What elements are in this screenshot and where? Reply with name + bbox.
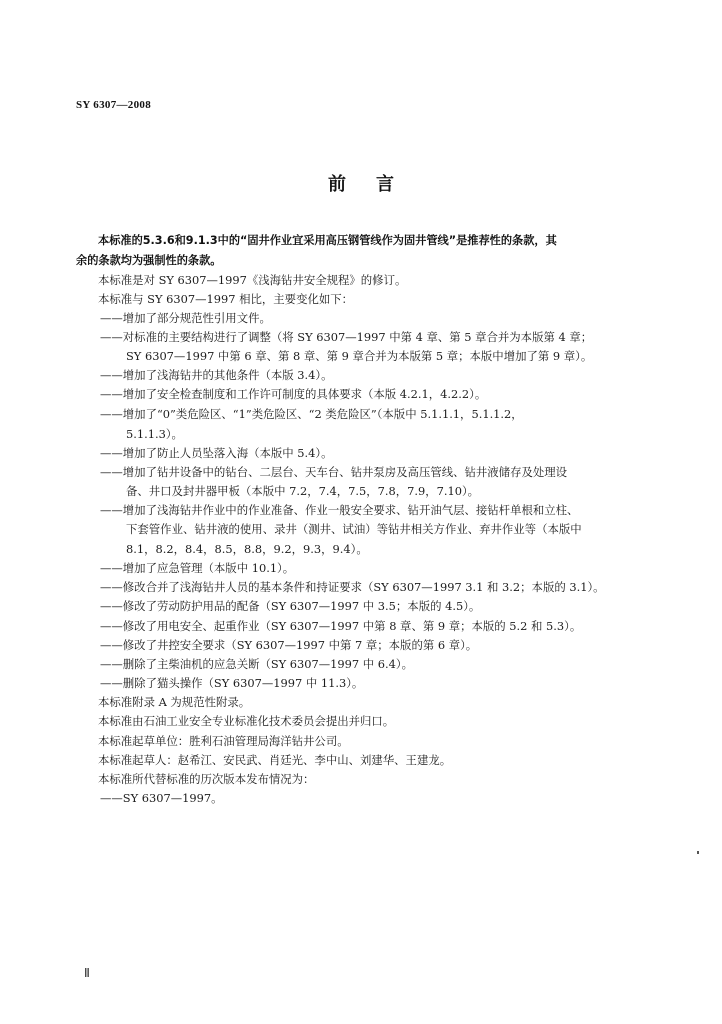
list-item-continuation: 5.1.1.3）。 [126, 427, 183, 441]
paragraph-line: 本标准的5.3.6和9.1.3中的“固井作业宜采用高压钢管线作为固井管线”是推荐性的条款，其 [98, 234, 557, 247]
page-title: 前言 [328, 174, 424, 195]
list-item: ——修改了井控安全要求（SY 6307—1997 中第 7 章；本版的第 6 章）。 [100, 638, 478, 652]
list-item-continuation: 8.1，8.2，8.4，8.5，8.8，9.2，9.3，9.4）。 [126, 542, 368, 556]
paragraph-line: 本标准起草单位：胜利石油管理局海洋钻井公司。 [98, 734, 349, 748]
paragraph-line: 本标准是对 SY 6307—1997《浅海钻井安全规程》的修订。 [98, 273, 407, 287]
list-item: ——删除了猫头操作（SY 6307—1997 中 11.3）。 [100, 676, 364, 690]
paragraph-line: 本标准由石油工业安全专业标准化技术委员会提出并归口。 [98, 714, 395, 728]
list-item: ——增加了部分规范性引用文件。 [100, 311, 271, 325]
paragraph-line: 本标准所代替标准的历次版本发布情况为： [98, 772, 315, 786]
paragraph-line: 本标准与 SY 6307—1997 相比，主要变化如下： [98, 292, 354, 306]
list-item: ——增加了钻井设备中的钻台、二层台、天车台、钻井泵房及高压管线、钻井液储存及处理设 [100, 465, 568, 479]
paragraph-line: 本标准附录 A 为规范性附录。 [98, 695, 251, 709]
list-item-continuation: SY 6307—1997 中第 6 章、第 8 章、第 9 章合并为本版第 5 章；本版中增加了第 9 章）。 [126, 349, 593, 363]
list-item: ——增加了应急管理（本版中 10.1）。 [100, 561, 295, 575]
page-number: Ⅱ [84, 966, 90, 980]
list-item: ——对标准的主要结构进行了调整（将 SY 6307—1997 中第 4 章、第 5 章合并为本版第 4 章； [100, 330, 593, 344]
list-item-continuation: 备、井口及封井器甲板（本版中 7.2，7.4，7.5，7.8，7.9，7.10）。 [126, 484, 480, 498]
list-item: ——修改合并了浅海钻井人员的基本条件和持证要求（SY 6307—1997 3.1 和 3.2；本版的 3.1）。 [100, 580, 605, 594]
list-item: ——增加了“0”类危险区、“1”类危险区、“2 类危险区”（本版中 5.1.1.1，5.1.1.2， [100, 407, 523, 421]
paragraph-line: 余的条款均为强制性的条款。 [76, 254, 222, 267]
standard-code: SY 6307—2008 [76, 99, 152, 111]
list-item: ——删除了主柴油机的应急关断（SY 6307—1997 中 6.4）。 [100, 657, 413, 671]
list-item: ——修改了劳动防护用品的配备（SY 6307—1997 中 3.5；本版的 4.5）。 [100, 599, 481, 613]
list-item: ——SY 6307—1997。 [100, 791, 223, 805]
list-item: ——增加了浅海钻井作业中的作业准备、作业一般安全要求、钻开油气层、接钻杆单根和立柱、 [100, 503, 579, 517]
paragraph-line: 本标准起草人：赵希江、安民武、肖廷光、李中山、刘建华、王建龙。 [98, 753, 452, 767]
list-item: ——修改了用电安全、起重作业（SY 6307—1997 中第 8 章、第 9 章；本版的 5.2 和 5.3）。 [100, 619, 582, 633]
list-item: ——增加了安全检查制度和工作许可制度的具体要求（本版 4.2.1，4.2.2）。 [100, 387, 487, 401]
list-item: ——增加了浅海钻井的其他条件（本版 3.4）。 [100, 368, 333, 382]
list-item-continuation: 下套管作业、钻井液的使用、录井（测井、试油）等钻井相关方作业、弃井作业等（本版中 [126, 522, 582, 536]
list-item: ——增加了防止人员坠落入海（本版中 5.4）。 [100, 446, 333, 460]
scan-speck [697, 851, 699, 854]
